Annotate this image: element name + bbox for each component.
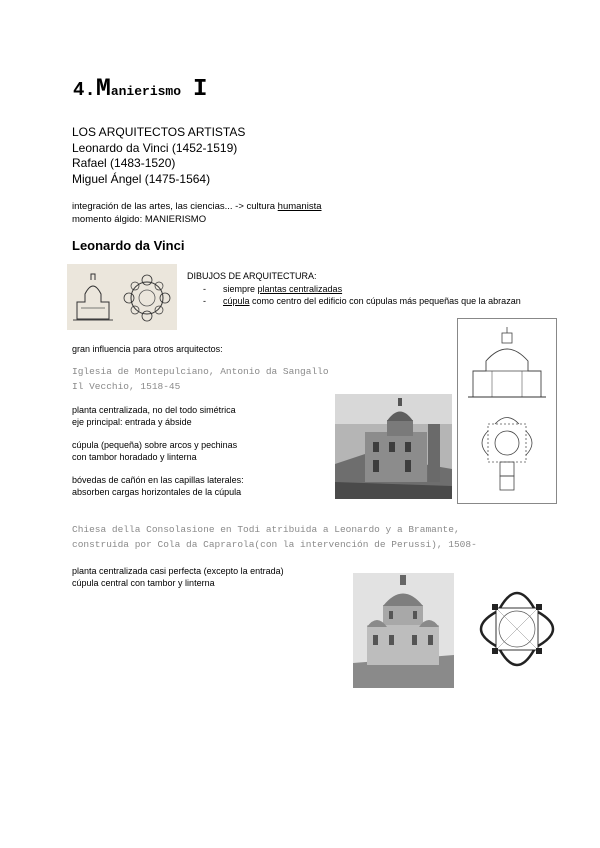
drawings-title: DIBUJOS DE ARQUITECTURA: <box>187 271 317 281</box>
montepulciano-photo <box>335 394 452 499</box>
drawings-list <box>187 283 521 308</box>
integration-block <box>72 201 322 226</box>
intro-block <box>72 125 245 187</box>
todi-caption: Chiesa della Consolasione en Todi atribuida a Leonardo y a Bramante, construida por Cola da Caprarola(con la intervención de Perussi), 1508- <box>72 524 477 550</box>
list-item: - siempre plantas centralizadas <box>187 283 521 296</box>
todi-photo <box>353 573 454 688</box>
drawings-block <box>187 270 521 308</box>
todi-plan-drawing <box>458 572 576 688</box>
integration-line: integración de las artes, las ciencias... -> cultura humanista <box>72 201 322 212</box>
montepulciano-section-plan-drawing <box>457 318 557 504</box>
title-roman: I <box>193 76 208 103</box>
section-heading: Leonardo da Vinci <box>72 238 185 253</box>
architect-name: Miguel Ángel (1475-1564) <box>72 171 211 186</box>
architect-name: Rafael (1483-1520) <box>72 156 176 170</box>
page-title <box>73 74 207 103</box>
title-initial: M <box>95 74 111 103</box>
montepulciano-notes: planta centralizada, no del todo simétrica eje principal: entrada y ábside cúpula (pequeña) sobre arcos y pechinas con tambor horadado y linterna bóvedas de cañón en las capillas laterales: absorben cargas horizontales de la cúpula <box>72 405 244 497</box>
intro-heading: LOS ARQUITECTOS ARTISTAS <box>72 125 246 139</box>
leonardo-sketch-image <box>67 264 177 330</box>
montepulciano-caption: Iglesia de Montepulciano, Antonio da Sangallo Il Vecchio, 1518-45 <box>72 366 329 392</box>
architect-name: Leonardo da Vinci (1452-1519) <box>72 140 238 155</box>
humanista-term: humanista <box>277 201 322 212</box>
title-word: anierismo <box>110 84 182 99</box>
integration-line-2: momento álgido: MANIERISMO <box>72 213 207 225</box>
title-number: 4. <box>73 79 96 101</box>
influence-text: gran influencia para otros arquitectos: <box>72 344 223 354</box>
list-item: - cúpula como centro del edificio con cúpulas más pequeñas que la abrazan <box>187 295 521 308</box>
todi-notes: planta centralizada casi perfecta (excepto la entrada) cúpula central con tambor y linterna <box>72 566 284 588</box>
